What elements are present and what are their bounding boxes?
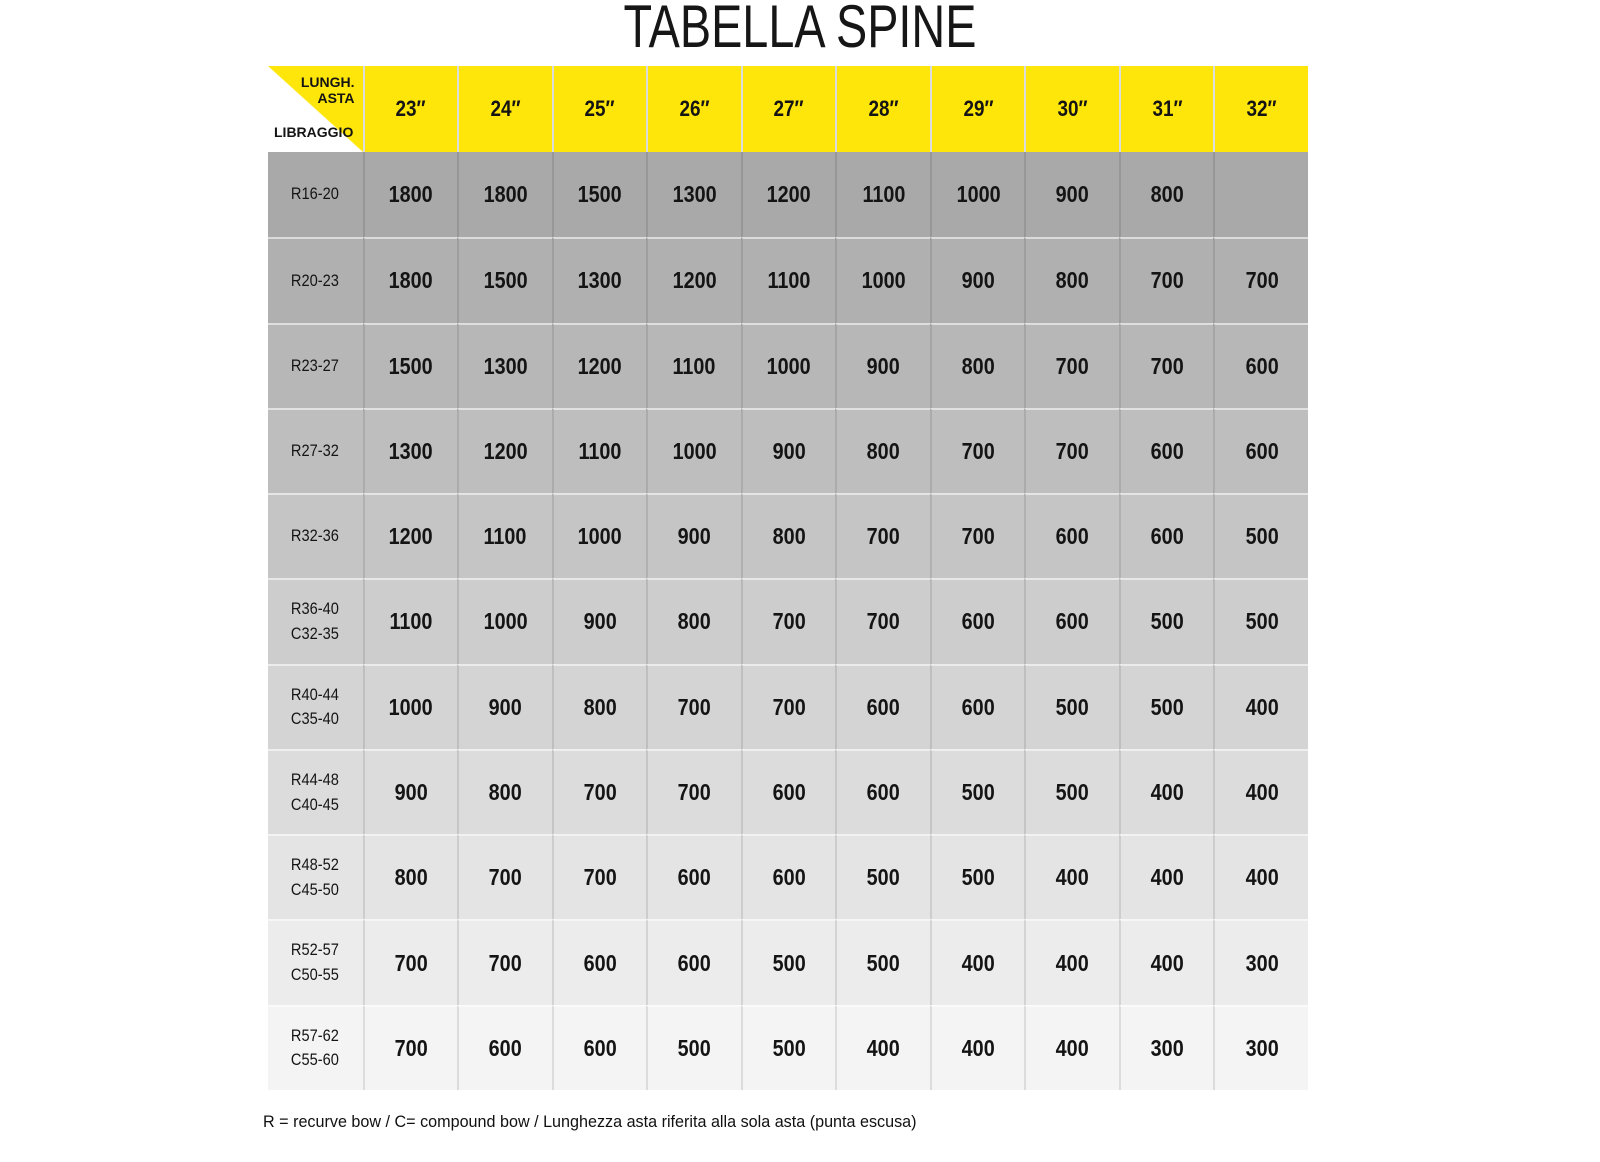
spine-value: 900 [677,523,711,550]
spine-value-cell [646,493,741,578]
spine-value: 500 [961,779,995,806]
spine-value: 700 [677,779,711,806]
spine-value-cell [741,323,836,408]
row-label-line: R57-62 [291,1025,340,1045]
spine-value-cell [930,834,1025,919]
spine-value: 1300 [577,267,622,294]
corner-cell [268,66,363,152]
spine-value-cell [363,919,458,1004]
column-header-32in [1213,66,1308,152]
spine-value: 1000 [388,693,433,720]
spine-value-cell [835,919,930,1004]
spine-value-cell [930,323,1025,408]
row-label-R16-20 [268,152,363,237]
spine-value-cell [1213,152,1308,237]
spine-value-cell [1119,749,1214,834]
spine-value-cell [1024,323,1119,408]
spine-value-cell [741,664,836,749]
column-header-label: 31″ [1152,96,1183,121]
spine-value-cell [835,664,930,749]
spine-value: 600 [488,1034,522,1061]
row-label-line: R32-36 [291,526,340,546]
spine-value-cell [552,237,647,322]
spine-value-cell [457,664,552,749]
row-label-line: R20-23 [291,270,340,290]
spine-value-cell [457,408,552,493]
spine-value-cell [363,493,458,578]
spine-value-cell [835,749,930,834]
spine-value-cell [552,493,647,578]
column-header-31in [1119,66,1214,152]
spine-value-cell [646,664,741,749]
spine-value-cell [835,237,930,322]
spine-value: 400 [961,1034,995,1061]
row-label-line: C45-50 [291,879,340,899]
spine-value-cell [930,408,1025,493]
spine-value: 700 [867,523,901,550]
spine-value-cell [1119,578,1214,663]
spine-value-cell [835,1005,930,1090]
spine-value: 1100 [483,523,527,550]
spine-value: 500 [961,864,995,891]
column-header-28in [835,66,930,152]
spine-value: 800 [961,352,995,379]
spine-value-cell [930,919,1025,1004]
spine-value: 900 [488,693,522,720]
spine-value: 1500 [388,352,433,379]
spine-value: 800 [677,608,711,635]
spine-value-cell [457,1005,552,1090]
spine-value: 1000 [672,437,717,464]
column-header-label: 24″ [490,96,521,121]
spine-value-cell [741,749,836,834]
spine-value-cell [646,919,741,1004]
spine-value-cell [457,834,552,919]
spine-value-cell [552,152,647,237]
spine-value-cell [552,664,647,749]
spine-value: 900 [394,779,428,806]
spine-value: 800 [488,779,522,806]
spine-value: 400 [1056,949,1090,976]
spine-value-cell [457,493,552,578]
column-header-24in [457,66,552,152]
spine-value: 600 [1150,523,1184,550]
spine-value: 1200 [672,267,717,294]
spine-value: 1300 [388,437,433,464]
spine-value-cell [835,493,930,578]
corner-bottom-label: LIBRAGGIO [274,124,354,140]
row-label-line: R48-52 [291,855,340,875]
spine-value-cell [1213,237,1308,322]
spine-value-cell [457,237,552,322]
spine-value-cell [1213,749,1308,834]
spine-value-cell [552,578,647,663]
spine-value: 600 [1056,608,1090,635]
spine-value: 400 [1056,864,1090,891]
spine-value: 1100 [767,267,811,294]
spine-value-cell [363,749,458,834]
corner-top-line2: ASTA [317,90,355,107]
spine-value: 700 [772,693,806,720]
spine-value-cell [646,408,741,493]
spine-value-cell [1024,919,1119,1004]
spine-value: 400 [1150,949,1184,976]
spine-value: 900 [583,608,617,635]
row-label-line: R27-32 [291,441,340,461]
spine-value: 300 [1245,949,1279,976]
spine-value: 1000 [483,608,528,635]
row-label-line: R23-27 [291,355,340,375]
spine-value: 1100 [862,181,905,208]
spine-value: 700 [867,608,901,635]
spine-value-cell [1119,919,1214,1004]
spine-value: 500 [1150,693,1184,720]
spine-value: 1200 [388,523,433,550]
spine-value-cell [552,1005,647,1090]
spine-value: 500 [772,949,806,976]
spine-value-cell [1024,493,1119,578]
spine-value-cell [741,152,836,237]
spine-value: 700 [394,1034,428,1061]
spine-value-cell [646,237,741,322]
spine-value: 300 [1245,1034,1279,1061]
spine-value-cell [646,749,741,834]
row-label-line: C32-35 [291,623,340,643]
spine-value: 600 [961,693,995,720]
spine-value: 700 [1245,267,1279,294]
spine-value: 400 [1056,1034,1090,1061]
spine-value-cell [1024,749,1119,834]
spine-value: 400 [1245,864,1279,891]
spine-value: 700 [1056,437,1090,464]
spine-value-cell [363,237,458,322]
spine-value: 300 [1150,1034,1184,1061]
column-header-30in [1024,66,1119,152]
spine-value: 800 [394,864,428,891]
spine-value: 900 [1056,181,1090,208]
spine-value-cell [1213,919,1308,1004]
spine-value-cell [1024,664,1119,749]
spine-value-cell [457,152,552,237]
spine-value-cell [1119,834,1214,919]
spine-value-cell [457,919,552,1004]
spine-value-cell [552,323,647,408]
row-label-R52-57-C50-55 [268,919,363,1004]
spine-value-cell [646,323,741,408]
spine-value: 700 [1056,352,1090,379]
page-title: TABELLA SPINE [623,0,977,60]
spine-value: 600 [583,1034,617,1061]
column-header-29in [930,66,1025,152]
spine-value: 400 [1150,779,1184,806]
row-label-line: R44-48 [291,769,340,789]
spine-value: 1000 [577,523,622,550]
spine-value-cell [1119,152,1214,237]
spine-value: 700 [1150,352,1184,379]
spine-value-cell [646,834,741,919]
spine-value: 400 [1245,693,1279,720]
spine-value: 1200 [483,437,528,464]
column-header-label: 29″ [963,96,994,121]
row-label-line: R36-40 [291,599,340,619]
spine-value-cell [835,834,930,919]
row-label-line: R16-20 [291,184,340,204]
row-label-R44-48-C40-45 [268,749,363,834]
spine-value: 800 [772,523,806,550]
row-label-line: R52-57 [291,940,340,960]
spine-value-cell [835,578,930,663]
spine-value-cell [552,834,647,919]
column-header-label: 25″ [584,96,615,121]
spine-value: 1300 [672,181,717,208]
corner-top-label [301,74,355,106]
spine-value: 1100 [578,437,622,464]
spine-value-cell [1213,408,1308,493]
row-label-R20-23 [268,237,363,322]
spine-value-cell [835,323,930,408]
column-header-label: 28″ [868,96,899,121]
spine-value: 500 [867,864,901,891]
spine-value-cell [930,578,1025,663]
spine-value-cell [457,749,552,834]
spine-value: 700 [677,693,711,720]
spine-value: 1000 [766,352,811,379]
spine-value: 600 [772,864,806,891]
column-header-23in [363,66,458,152]
spine-value-cell [1024,237,1119,322]
spine-value-cell [741,493,836,578]
column-header-label: 26″ [679,96,710,121]
spine-value-cell [930,1005,1025,1090]
column-header-label: 30″ [1057,96,1088,121]
row-label-line: R40-44 [291,684,340,704]
spine-value-cell [1024,152,1119,237]
spine-value: 600 [867,779,901,806]
spine-value-cell [646,1005,741,1090]
spine-value: 1100 [672,352,716,379]
spine-value: 800 [583,693,617,720]
spine-value: 400 [961,949,995,976]
spine-value: 700 [394,949,428,976]
spine-table [268,66,1308,1090]
spine-value: 1800 [483,181,528,208]
spine-value: 500 [1056,693,1090,720]
spine-value: 900 [867,352,901,379]
spine-value-cell [1119,493,1214,578]
spine-value-cell [1119,237,1214,322]
spine-value: 700 [488,949,522,976]
row-label-R57-62-C55-60 [268,1005,363,1090]
spine-value: 500 [1245,608,1279,635]
spine-value: 1000 [861,267,906,294]
spine-value-cell [741,1005,836,1090]
corner-top-line1: LUNGH. [300,74,355,90]
row-label-line: C50-55 [291,965,340,985]
spine-value: 700 [961,523,995,550]
spine-value: 600 [867,693,901,720]
spine-value: 600 [677,864,711,891]
spine-value-cell [930,493,1025,578]
spine-value-cell [363,152,458,237]
row-label-R48-52-C45-50 [268,834,363,919]
spine-value-cell [363,664,458,749]
spine-value: 800 [1150,181,1184,208]
spine-value-cell [1024,408,1119,493]
column-header-26in [646,66,741,152]
spine-value-cell [552,919,647,1004]
spine-value-cell [1119,408,1214,493]
spine-value-cell [930,237,1025,322]
spine-value: 600 [1245,352,1279,379]
spine-value-cell [363,323,458,408]
row-label-line: C35-40 [291,709,340,729]
spine-value-cell [1024,578,1119,663]
spine-value: 700 [961,437,995,464]
spine-value-cell [552,749,647,834]
spine-value: 500 [772,1034,806,1061]
spine-value-cell [1213,323,1308,408]
row-label-line: C55-60 [291,1050,340,1070]
spine-value-cell [741,408,836,493]
spine-value: 1500 [577,181,622,208]
spine-value: 1300 [483,352,528,379]
spine-value: 600 [1245,437,1279,464]
row-label-R40-44-C35-40 [268,664,363,749]
spine-value: 900 [961,267,995,294]
spine-value-cell [930,749,1025,834]
spine-value: 500 [1150,608,1184,635]
spine-value-cell [457,323,552,408]
spine-value: 1800 [388,267,433,294]
spine-value-cell [741,919,836,1004]
row-label-R23-27 [268,323,363,408]
spine-value: 600 [1056,523,1090,550]
column-header-25in [552,66,647,152]
spine-value: 1000 [956,181,1001,208]
spine-value-cell [457,578,552,663]
spine-value-cell [1119,1005,1214,1090]
spine-value: 500 [677,1034,711,1061]
spine-value: 700 [1150,267,1184,294]
spine-value-cell [741,578,836,663]
spine-value-cell [930,152,1025,237]
spine-value: 1200 [766,181,811,208]
spine-value: 600 [677,949,711,976]
spine-value-cell [363,1005,458,1090]
spine-value-cell [363,834,458,919]
spine-value-cell [646,152,741,237]
table-footnote: R = recurve bow / C= compound bow / Lunghezza asta riferita alla sola asta (punta escusa) [263,1112,917,1131]
spine-value: 600 [583,949,617,976]
spine-value: 400 [867,1034,901,1061]
spine-value-cell [741,237,836,322]
spine-value-cell [930,664,1025,749]
spine-value: 600 [961,608,995,635]
spine-value: 600 [772,779,806,806]
spine-value-cell [1024,1005,1119,1090]
spine-value: 1200 [577,352,622,379]
row-label-R36-40-C32-35 [268,578,363,663]
spine-value-cell [363,408,458,493]
spine-value: 900 [772,437,806,464]
spine-value: 1500 [483,267,528,294]
spine-value: 500 [1245,523,1279,550]
spine-value-cell [741,834,836,919]
spine-value-cell [835,408,930,493]
column-header-label: 32″ [1246,96,1277,121]
spine-value: 500 [867,949,901,976]
spine-value-cell [363,578,458,663]
spine-value-cell [835,152,930,237]
spine-value: 700 [772,608,806,635]
spine-value: 800 [867,437,901,464]
spine-value-cell [1213,834,1308,919]
spine-value: 700 [583,779,617,806]
spine-value: 800 [1056,267,1090,294]
row-label-R32-36 [268,493,363,578]
spine-value-cell [1213,578,1308,663]
spine-value-cell [1213,493,1308,578]
spine-value: 700 [583,864,617,891]
spine-value: 1800 [388,181,433,208]
column-header-label: 27″ [773,96,805,121]
spine-value: 400 [1150,864,1184,891]
spine-value: 500 [1056,779,1090,806]
spine-value-cell [646,578,741,663]
column-header-label: 23″ [395,96,426,121]
column-header-27in [741,66,836,152]
spine-value-cell [1024,834,1119,919]
row-label-line: C40-45 [291,794,340,814]
spine-value-cell [1119,664,1214,749]
spine-value: 400 [1245,779,1279,806]
spine-value: 1100 [389,608,433,635]
spine-value-cell [1213,664,1308,749]
spine-value-cell [552,408,647,493]
spine-value: 600 [1150,437,1184,464]
spine-value: 700 [488,864,522,891]
spine-value-cell [1213,1005,1308,1090]
spine-value-cell [1119,323,1214,408]
row-label-R27-32 [268,408,363,493]
